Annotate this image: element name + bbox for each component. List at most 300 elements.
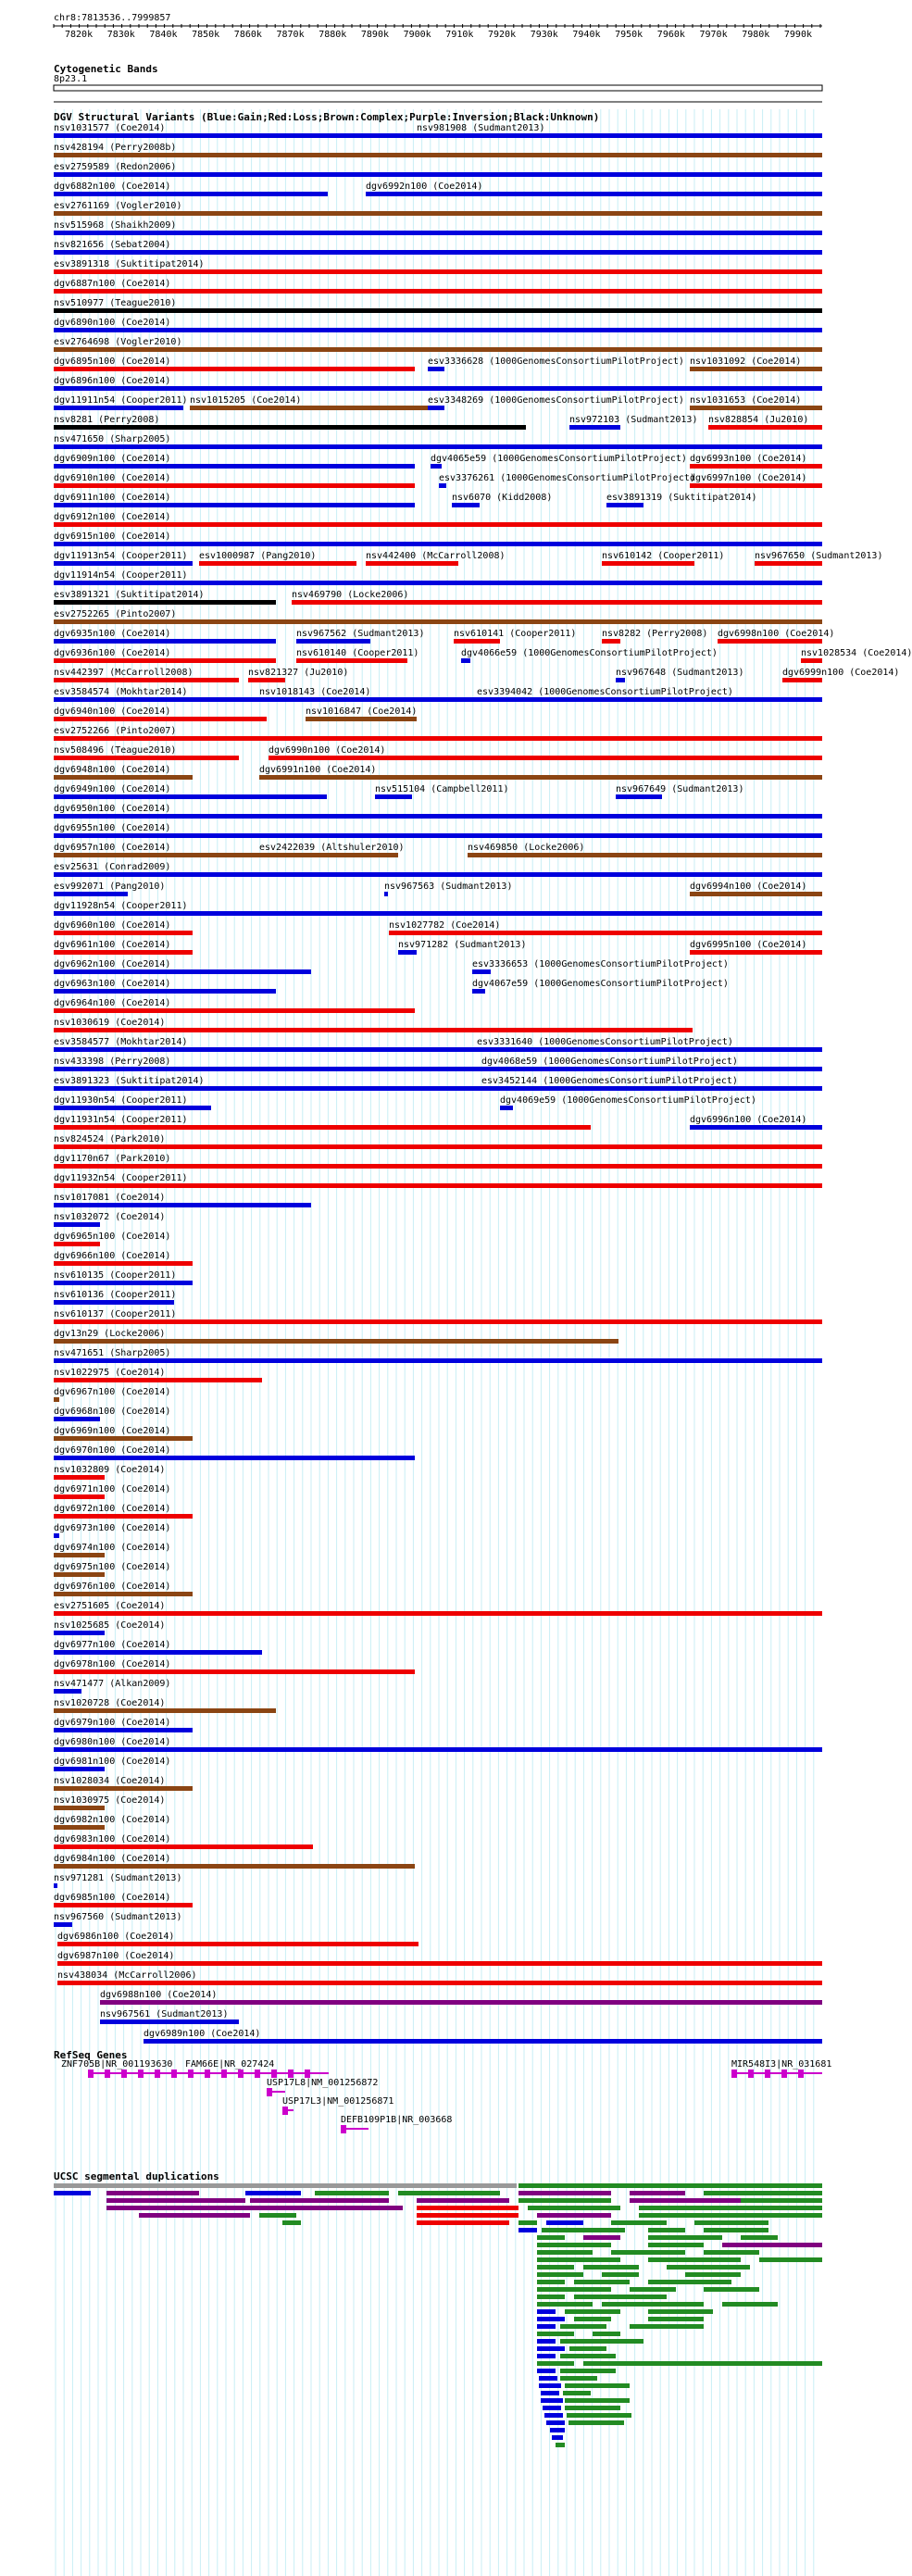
sv-label[interactable]: dgv6960n100 (Coe2014) <box>54 920 171 931</box>
sv-label[interactable]: dgv11914n54 (Cooper2011) <box>54 570 188 581</box>
segdup-block[interactable] <box>556 2443 565 2447</box>
segdup-block[interactable] <box>539 2376 557 2381</box>
sv-bar[interactable] <box>755 561 822 566</box>
sv-bar[interactable] <box>54 1456 415 1460</box>
sv-bar[interactable] <box>54 1436 193 1441</box>
sv-bar[interactable] <box>481 1086 500 1091</box>
segdup-block[interactable] <box>417 2206 518 2210</box>
sv-bar[interactable] <box>100 2020 239 2024</box>
sv-label[interactable]: nsv967648 (Sudmant2013) <box>616 668 744 678</box>
sv-bar[interactable] <box>54 892 128 896</box>
sv-label[interactable]: dgv6998n100 (Coe2014) <box>718 629 835 639</box>
sv-bar[interactable] <box>54 969 311 974</box>
sv-bar[interactable] <box>690 1125 822 1130</box>
sv-bar[interactable] <box>54 483 415 488</box>
sv-bar[interactable] <box>54 347 822 352</box>
sv-bar[interactable] <box>54 950 193 955</box>
segdup-block[interactable] <box>537 2272 583 2277</box>
sv-label[interactable]: esv3331640 (1000GenomesConsortiumPilotProject) <box>477 1037 733 1047</box>
sv-bar[interactable] <box>481 1067 502 1071</box>
sv-bar[interactable] <box>461 658 470 663</box>
gene-exon[interactable] <box>305 2070 310 2078</box>
gene-exon[interactable] <box>221 2070 227 2078</box>
segdup-block[interactable] <box>565 2309 620 2314</box>
segdup-block[interactable] <box>667 2265 750 2270</box>
segdup-block[interactable] <box>537 2339 556 2344</box>
sv-bar[interactable] <box>54 269 822 274</box>
segdup-block[interactable] <box>537 2309 556 2314</box>
sv-label[interactable]: dgv11911n54 (Cooper2011) <box>54 395 188 406</box>
segdup-block[interactable] <box>537 2324 556 2329</box>
sv-label[interactable]: nsv508496 (Teague2010) <box>54 745 177 756</box>
sv-bar[interactable] <box>54 1378 262 1382</box>
sv-label[interactable]: dgv1170n67 (Park2010) <box>54 1154 171 1164</box>
sv-label[interactable]: esv2752265 (Pinto2007) <box>54 609 177 619</box>
sv-label[interactable]: esv3394042 (1000GenomesConsortiumPilotProject) <box>477 687 733 697</box>
segdup-block[interactable] <box>648 2243 704 2247</box>
sv-label[interactable]: dgv6882n100 (Coe2014) <box>54 181 171 192</box>
sv-label[interactable]: dgv6935n100 (Coe2014) <box>54 629 171 639</box>
gene-exon[interactable] <box>138 2070 144 2078</box>
sv-bar[interactable] <box>54 1572 105 1577</box>
sv-label[interactable]: esv3584577 (Mokhtar2014) <box>54 1037 188 1047</box>
sv-label[interactable]: dgv6973n100 (Coe2014) <box>54 1523 171 1533</box>
sv-bar[interactable] <box>801 658 822 663</box>
segdup-block[interactable] <box>417 2198 509 2203</box>
sv-bar[interactable] <box>144 2039 822 2044</box>
gene-exon[interactable] <box>282 2107 288 2115</box>
sv-label[interactable]: nsv972103 (Sudmant2013) <box>569 415 698 425</box>
gene-exon[interactable] <box>731 2070 737 2078</box>
sv-bar[interactable] <box>54 1669 415 1674</box>
sv-bar[interactable] <box>454 639 500 644</box>
sv-bar[interactable] <box>366 192 822 196</box>
segdup-block[interactable] <box>398 2191 500 2195</box>
segdup-block[interactable] <box>537 2317 565 2321</box>
sv-label[interactable]: nsv967561 (Sudmant2013) <box>100 2009 229 2020</box>
sv-bar[interactable] <box>54 1708 276 1713</box>
sv-bar[interactable] <box>428 367 444 371</box>
sv-label[interactable]: dgv11913n54 (Cooper2011) <box>54 551 188 561</box>
sv-bar[interactable] <box>54 1222 100 1227</box>
sv-label[interactable]: nsv438034 (McCarroll2006) <box>57 1970 197 1981</box>
sv-bar[interactable] <box>54 425 526 430</box>
sv-label[interactable]: dgv6963n100 (Coe2014) <box>54 979 171 989</box>
gene-exon[interactable] <box>267 2088 272 2096</box>
sv-bar[interactable] <box>500 1106 513 1110</box>
segdup-block[interactable] <box>741 2198 822 2203</box>
sv-bar[interactable] <box>54 1144 822 1149</box>
sv-label[interactable]: dgv4066e59 (1000GenomesConsortiumPilotProject) <box>461 648 718 658</box>
sv-label[interactable]: dgv6964n100 (Coe2014) <box>54 998 171 1008</box>
sv-bar[interactable] <box>54 814 822 819</box>
sv-label[interactable]: nsv471650 (Sharp2005) <box>54 434 171 444</box>
sv-label[interactable]: dgv6967n100 (Coe2014) <box>54 1387 171 1397</box>
sv-bar[interactable] <box>306 717 417 721</box>
sv-bar[interactable] <box>54 1106 211 1110</box>
sv-bar[interactable] <box>54 1008 415 1013</box>
sv-bar[interactable] <box>54 542 822 546</box>
sv-bar[interactable] <box>54 1650 262 1655</box>
sv-label[interactable]: nsv1020728 (Coe2014) <box>54 1698 166 1708</box>
segdup-block[interactable] <box>611 2250 685 2255</box>
sv-label[interactable]: nsv610140 (Cooper2011) <box>296 648 419 658</box>
sv-bar[interactable] <box>54 1689 81 1694</box>
sv-label[interactable]: dgv6970n100 (Coe2014) <box>54 1445 171 1456</box>
sv-label[interactable]: nsv6070 (Kidd2008) <box>452 493 553 503</box>
sv-bar[interactable] <box>428 406 444 410</box>
sv-label[interactable]: dgv6966n100 (Coe2014) <box>54 1251 171 1261</box>
sv-label[interactable]: nsv1015205 (Coe2014) <box>190 395 302 406</box>
segdup-block[interactable] <box>546 2220 583 2225</box>
sv-label[interactable]: nsv1025685 (Coe2014) <box>54 1620 166 1631</box>
sv-bar[interactable] <box>54 1067 822 1071</box>
segdup-block[interactable] <box>602 2272 639 2277</box>
segdup-block[interactable] <box>704 2228 768 2232</box>
segdup-block[interactable] <box>518 2198 611 2203</box>
sv-bar[interactable] <box>54 1125 591 1130</box>
sv-label[interactable]: esv1000987 (Pang2010) <box>199 551 317 561</box>
sv-label[interactable]: nsv967560 (Sudmant2013) <box>54 1912 182 1922</box>
sv-bar[interactable] <box>54 250 822 255</box>
segdup-block[interactable] <box>537 2302 593 2307</box>
sv-label[interactable]: dgv6995n100 (Coe2014) <box>690 940 807 950</box>
gene-label[interactable]: USP17L3|NM_001256871 <box>282 2096 394 2107</box>
sv-label[interactable]: nsv967563 (Sudmant2013) <box>384 882 513 892</box>
sv-label[interactable]: dgv6997n100 (Coe2014) <box>690 473 807 483</box>
segdup-block[interactable] <box>546 2420 565 2425</box>
sv-label[interactable]: dgv6979n100 (Coe2014) <box>54 1718 171 1728</box>
sv-label[interactable]: nsv515968 (Shaikh2009) <box>54 220 177 231</box>
sv-label[interactable]: esv2752266 (Pinto2007) <box>54 726 177 736</box>
sv-bar[interactable] <box>616 678 625 682</box>
segdup-block[interactable] <box>537 2346 565 2351</box>
sv-bar[interactable] <box>690 950 822 955</box>
sv-label[interactable]: esv3891323 (Suktitipat2014) <box>54 1076 205 1086</box>
sv-label[interactable]: dgv6950n100 (Coe2014) <box>54 804 171 814</box>
sv-bar[interactable] <box>54 775 193 780</box>
sv-bar[interactable] <box>54 1358 822 1363</box>
sv-label[interactable]: dgv6912n100 (Coe2014) <box>54 512 171 522</box>
sv-label[interactable]: nsv967650 (Sudmant2013) <box>755 551 883 561</box>
sv-label[interactable]: nsv8282 (Perry2008) <box>602 629 708 639</box>
gene-exon[interactable] <box>765 2070 770 2078</box>
sv-bar[interactable] <box>54 872 822 877</box>
sv-label[interactable]: esv992071 (Pang2010) <box>54 882 166 892</box>
sv-bar[interactable] <box>54 1903 193 1907</box>
segdup-block[interactable] <box>537 2280 565 2284</box>
gene-label[interactable]: ZNF705B|NR_001193630 <box>61 2059 173 2070</box>
sv-label[interactable]: nsv515104 (Campbell2011) <box>375 784 509 794</box>
segdup-block[interactable] <box>567 2413 631 2418</box>
segdup-block[interactable] <box>563 2391 591 2395</box>
sv-bar[interactable] <box>54 1825 105 1830</box>
sv-bar[interactable] <box>54 192 328 196</box>
segdup-block[interactable] <box>542 2228 625 2232</box>
segdup-block[interactable] <box>648 2280 731 2284</box>
sv-bar[interactable] <box>472 989 485 994</box>
gene-exon[interactable] <box>255 2070 260 2078</box>
sv-bar[interactable] <box>54 1553 105 1557</box>
sv-label[interactable]: esv2751605 (Coe2014) <box>54 1601 166 1611</box>
segdup-block[interactable] <box>528 2206 620 2210</box>
segdup-block[interactable] <box>583 2361 822 2366</box>
segdup-block[interactable] <box>537 2287 611 2292</box>
sv-label[interactable]: nsv1028034 (Coe2014) <box>54 1776 166 1786</box>
sv-bar[interactable] <box>54 289 822 294</box>
sv-label[interactable]: dgv6983n100 (Coe2014) <box>54 1834 171 1844</box>
sv-label[interactable]: esv3348269 (1000GenomesConsortiumPilotProject) <box>428 395 684 406</box>
segdup-block[interactable] <box>583 2235 620 2240</box>
sv-bar[interactable] <box>54 1844 313 1849</box>
segdup-block[interactable] <box>630 2191 685 2195</box>
sv-label[interactable]: nsv1031092 (Coe2014) <box>690 356 802 367</box>
sv-bar[interactable] <box>54 464 415 469</box>
gene-exon[interactable] <box>121 2070 127 2078</box>
sv-bar[interactable] <box>54 1164 822 1169</box>
segdup-block[interactable] <box>537 2361 574 2366</box>
sv-bar[interactable] <box>296 639 370 644</box>
gene-exon[interactable] <box>155 2070 160 2078</box>
sv-label[interactable]: dgv6972n100 (Coe2014) <box>54 1504 171 1514</box>
sv-label[interactable]: dgv6980n100 (Coe2014) <box>54 1737 171 1747</box>
segdup-block[interactable] <box>250 2198 389 2203</box>
segdup-block[interactable] <box>537 2213 611 2218</box>
segdup-block[interactable] <box>541 2391 559 2395</box>
sv-bar[interactable] <box>54 600 276 605</box>
segdup-block[interactable] <box>574 2317 611 2321</box>
sv-label[interactable]: esv25631 (Conrad2009) <box>54 862 171 872</box>
sv-bar[interactable] <box>57 1942 419 1946</box>
sv-bar[interactable] <box>468 853 822 857</box>
segdup-block[interactable] <box>565 2383 630 2388</box>
sv-bar[interactable] <box>54 1339 618 1344</box>
sv-bar[interactable] <box>54 406 183 410</box>
segdup-block[interactable] <box>560 2354 616 2358</box>
sv-label[interactable]: nsv442397 (McCarroll2008) <box>54 668 194 678</box>
segdup-block[interactable] <box>565 2406 620 2410</box>
sv-bar[interactable] <box>54 308 822 313</box>
sv-label[interactable]: esv2422039 (Altshuler2010) <box>259 843 405 853</box>
sv-bar[interactable] <box>54 1203 311 1207</box>
sv-label[interactable]: nsv510977 (Teague2010) <box>54 298 177 308</box>
sv-label[interactable]: esv2764698 (Vogler2010) <box>54 337 182 347</box>
segdup-block[interactable] <box>54 2183 517 2188</box>
sv-bar[interactable] <box>54 1475 105 1480</box>
sv-bar[interactable] <box>54 1883 57 1888</box>
segdup-block[interactable] <box>704 2191 822 2195</box>
sv-bar[interactable] <box>54 1864 415 1869</box>
sv-label[interactable]: nsv1031577 (Coe2014) <box>54 123 166 133</box>
sv-label[interactable]: dgv6909n100 (Coe2014) <box>54 454 171 464</box>
segdup-block[interactable] <box>560 2369 616 2373</box>
segdup-block[interactable] <box>759 2257 822 2262</box>
sv-label[interactable]: nsv981908 (Sudmant2013) <box>417 123 545 133</box>
sv-label[interactable]: nsv1016847 (Coe2014) <box>306 707 418 717</box>
segdup-block[interactable] <box>518 2191 611 2195</box>
sv-label[interactable]: nsv971282 (Sudmant2013) <box>398 940 527 950</box>
sv-label[interactable]: nsv442400 (McCarroll2008) <box>366 551 506 561</box>
sv-bar[interactable] <box>296 658 407 663</box>
gene-exon[interactable] <box>171 2070 177 2078</box>
gene-exon[interactable] <box>781 2070 787 2078</box>
segdup-block[interactable] <box>602 2302 704 2307</box>
gene-exon[interactable] <box>798 2070 804 2078</box>
sv-bar[interactable] <box>54 1281 193 1285</box>
sv-bar[interactable] <box>269 756 822 760</box>
sv-bar[interactable] <box>259 775 822 780</box>
sv-label[interactable]: dgv6955n100 (Coe2014) <box>54 823 171 833</box>
segdup-block[interactable] <box>541 2398 563 2403</box>
sv-label[interactable]: nsv967562 (Sudmant2013) <box>296 629 425 639</box>
sv-label[interactable]: dgv6968n100 (Coe2014) <box>54 1407 171 1417</box>
sv-label[interactable]: dgv6990n100 (Coe2014) <box>269 745 386 756</box>
segdup-block[interactable] <box>722 2243 822 2247</box>
sv-bar[interactable] <box>54 658 276 663</box>
sv-label[interactable]: nsv610142 (Cooper2011) <box>602 551 725 561</box>
sv-label[interactable]: dgv11930n54 (Cooper2011) <box>54 1095 188 1106</box>
sv-bar[interactable] <box>54 619 822 624</box>
segdup-block[interactable] <box>560 2376 597 2381</box>
segdup-block[interactable] <box>537 2250 593 2255</box>
sv-label[interactable]: nsv610137 (Cooper2011) <box>54 1309 177 1319</box>
sv-bar[interactable] <box>57 1961 822 1966</box>
gene-line[interactable] <box>731 2072 822 2074</box>
sv-bar[interactable] <box>54 1631 105 1635</box>
sv-label[interactable]: nsv428194 (Perry2008b) <box>54 143 177 153</box>
sv-bar[interactable] <box>57 1981 822 1985</box>
gene-exon[interactable] <box>238 2070 244 2078</box>
sv-bar[interactable] <box>259 853 398 857</box>
sv-label[interactable]: nsv821656 (Sebat2004) <box>54 240 171 250</box>
sv-bar[interactable] <box>54 503 415 507</box>
sv-bar[interactable] <box>54 717 267 721</box>
sv-label[interactable]: nsv828854 (Ju2010) <box>708 415 809 425</box>
segdup-block[interactable] <box>518 2220 537 2225</box>
sv-bar[interactable] <box>54 1922 72 1927</box>
sv-bar[interactable] <box>54 386 822 391</box>
segdup-block[interactable] <box>537 2332 574 2336</box>
sv-label[interactable]: dgv6965n100 (Coe2014) <box>54 1232 171 1242</box>
segdup-block[interactable] <box>106 2206 403 2210</box>
sv-label[interactable]: dgv6911n100 (Coe2014) <box>54 493 171 503</box>
sv-label[interactable]: nsv1030619 (Coe2014) <box>54 1018 166 1028</box>
sv-bar[interactable] <box>569 425 620 430</box>
sv-label[interactable]: nsv469850 (Locke2006) <box>468 843 585 853</box>
sv-bar[interactable] <box>54 853 267 857</box>
sv-bar[interactable] <box>54 1514 193 1519</box>
segdup-block[interactable] <box>139 2213 250 2218</box>
sv-bar[interactable] <box>54 1806 105 1810</box>
sv-bar[interactable] <box>54 1028 693 1032</box>
sv-bar[interactable] <box>398 950 417 955</box>
gene-exon[interactable] <box>748 2070 754 2078</box>
sv-label[interactable]: dgv6989n100 (Coe2014) <box>144 2029 261 2039</box>
segdup-block[interactable] <box>648 2317 704 2321</box>
gene-label[interactable]: FAM66E|NR_027424 <box>185 2059 275 2070</box>
segdup-block[interactable] <box>560 2339 643 2344</box>
sv-label[interactable]: dgv6910n100 (Coe2014) <box>54 473 171 483</box>
sv-bar[interactable] <box>54 1319 822 1324</box>
segdup-block[interactable] <box>565 2398 630 2403</box>
sv-label[interactable]: dgv6996n100 (Coe2014) <box>690 1115 807 1125</box>
sv-label[interactable]: nsv469790 (Locke2006) <box>292 590 409 600</box>
segdup-block[interactable] <box>245 2191 301 2195</box>
sv-label[interactable]: nsv471651 (Sharp2005) <box>54 1348 171 1358</box>
sv-label[interactable]: dgv6895n100 (Coe2014) <box>54 356 171 367</box>
sv-bar[interactable] <box>54 639 276 644</box>
sv-label[interactable]: esv3452144 (1000GenomesConsortiumPilotProject) <box>481 1076 738 1086</box>
sv-bar[interactable] <box>190 406 431 410</box>
segdup-block[interactable] <box>282 2220 301 2225</box>
sv-label[interactable]: nsv1027782 (Coe2014) <box>389 920 501 931</box>
sv-bar[interactable] <box>389 931 822 935</box>
segdup-block[interactable] <box>537 2243 611 2247</box>
sv-label[interactable]: dgv6957n100 (Coe2014) <box>54 843 171 853</box>
sv-label[interactable]: esv3376261 (1000GenomesConsortiumPilotProject) <box>439 473 695 483</box>
gene-exon[interactable] <box>271 2070 277 2078</box>
segdup-block[interactable] <box>106 2191 199 2195</box>
segdup-block[interactable] <box>722 2302 778 2307</box>
sv-label[interactable]: dgv6940n100 (Coe2014) <box>54 707 171 717</box>
sv-bar[interactable] <box>54 1611 822 1616</box>
sv-label[interactable]: dgv6896n100 (Coe2014) <box>54 376 171 386</box>
gene-exon[interactable] <box>288 2070 294 2078</box>
sv-label[interactable]: esv2761169 (Vogler2010) <box>54 201 182 211</box>
sv-label[interactable]: dgv6962n100 (Coe2014) <box>54 959 171 969</box>
segdup-block[interactable] <box>583 2265 639 2270</box>
sv-bar[interactable] <box>54 1417 100 1421</box>
sv-label[interactable]: nsv471477 (Alkan2009) <box>54 1679 171 1689</box>
segdup-block[interactable] <box>552 2435 563 2440</box>
sv-bar[interactable] <box>54 444 822 449</box>
sv-label[interactable]: dgv6986n100 (Coe2014) <box>57 1932 175 1942</box>
sv-label[interactable]: dgv6994n100 (Coe2014) <box>690 882 807 892</box>
sv-label[interactable]: nsv1030975 (Coe2014) <box>54 1795 166 1806</box>
segdup-block[interactable] <box>630 2287 676 2292</box>
sv-label[interactable]: dgv6977n100 (Coe2014) <box>54 1640 171 1650</box>
sv-label[interactable]: nsv1022975 (Coe2014) <box>54 1368 166 1378</box>
sv-bar[interactable] <box>54 1047 822 1052</box>
sv-bar[interactable] <box>54 931 193 935</box>
sv-label[interactable]: nsv433398 (Perry2008) <box>54 1057 171 1067</box>
sv-label[interactable]: dgv6984n100 (Coe2014) <box>54 1854 171 1864</box>
sv-label[interactable]: esv3336628 (1000GenomesConsortiumPilotProject) <box>428 356 684 367</box>
sv-label[interactable]: dgv4068e59 (1000GenomesConsortiumPilotProject) <box>481 1057 738 1067</box>
sv-bar[interactable] <box>54 1533 59 1538</box>
sv-label[interactable]: dgv6992n100 (Coe2014) <box>366 181 483 192</box>
sv-label[interactable]: dgv6949n100 (Coe2014) <box>54 784 171 794</box>
sv-label[interactable]: nsv1017081 (Coe2014) <box>54 1193 166 1203</box>
sv-label[interactable]: nsv1018143 (Coe2014) <box>259 687 371 697</box>
sv-bar[interactable] <box>472 969 491 974</box>
sv-bar[interactable] <box>54 1261 193 1266</box>
segdup-block[interactable] <box>630 2198 741 2203</box>
sv-bar[interactable] <box>439 483 446 488</box>
gene-exon[interactable] <box>205 2070 210 2078</box>
sv-label[interactable]: dgv6948n100 (Coe2014) <box>54 765 171 775</box>
sv-bar[interactable] <box>54 989 276 994</box>
segdup-block[interactable] <box>639 2213 822 2218</box>
segdup-block[interactable] <box>106 2198 245 2203</box>
sv-bar[interactable] <box>54 678 239 682</box>
gene-exon[interactable] <box>105 2070 110 2078</box>
sv-label[interactable]: dgv6971n100 (Coe2014) <box>54 1484 171 1494</box>
sv-bar[interactable] <box>54 1086 822 1091</box>
segdup-block[interactable] <box>518 2228 537 2232</box>
sv-bar[interactable] <box>602 639 620 644</box>
gene-label[interactable]: USP17L8|NM_001256872 <box>267 2078 379 2088</box>
